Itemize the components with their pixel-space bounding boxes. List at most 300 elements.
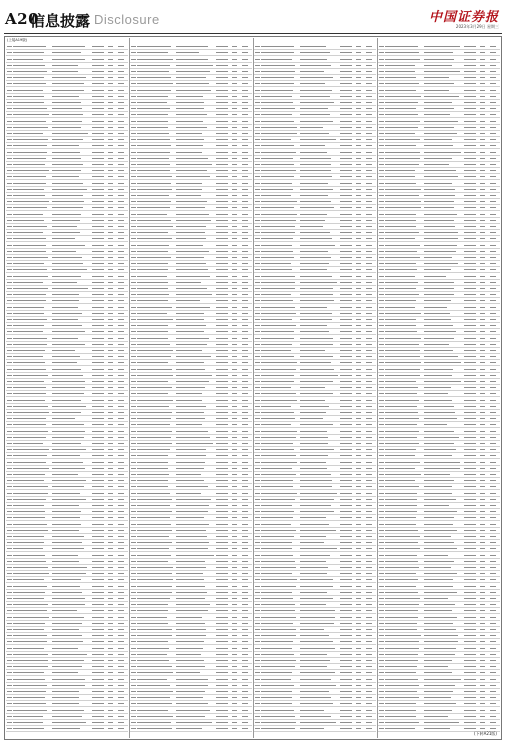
cell-text (176, 313, 204, 314)
cell-text (356, 685, 361, 686)
cell-text (490, 530, 496, 531)
cell-text (255, 449, 260, 450)
cell-text (255, 703, 260, 704)
cell-text (13, 96, 44, 97)
cell-text (490, 486, 496, 487)
cell-text (52, 356, 80, 357)
cell-text (137, 610, 168, 611)
cell-text (92, 685, 104, 686)
cell-text (216, 424, 228, 425)
cell-text (118, 648, 124, 649)
cell-text (52, 654, 87, 655)
cell-text (92, 610, 104, 611)
cell-text (490, 214, 496, 215)
cell-text (137, 183, 171, 184)
cell-text (424, 127, 454, 128)
cell-text (137, 96, 168, 97)
cell-text (232, 232, 237, 233)
cell-text (92, 672, 104, 673)
cell-text (232, 648, 237, 649)
cell-text (490, 728, 496, 729)
cell-text (464, 660, 476, 661)
cell-text (480, 691, 485, 692)
cell-text (92, 362, 104, 363)
cell-text (356, 462, 361, 463)
cell-text (176, 114, 207, 115)
cell-text (232, 251, 237, 252)
cell-text (356, 400, 361, 401)
cell-text (131, 697, 136, 698)
cell-text (379, 679, 384, 680)
cell-text (480, 393, 485, 394)
cell-text (385, 542, 418, 543)
cell-text (385, 375, 420, 376)
cell-text (464, 530, 476, 531)
cell-text (92, 561, 104, 562)
cell-text (137, 307, 172, 308)
cell-text (13, 238, 46, 239)
cell-text (255, 400, 260, 401)
cell-text (356, 232, 361, 233)
cell-text (137, 412, 172, 413)
cell-text (52, 83, 84, 84)
cell-text (379, 96, 384, 97)
cell-text (480, 338, 485, 339)
cell-text (366, 46, 372, 47)
cell-text (108, 145, 113, 146)
cell-text (255, 108, 260, 109)
cell-text (424, 716, 448, 717)
cell-text (340, 561, 352, 562)
cell-text (424, 573, 457, 574)
cell-text (261, 635, 296, 636)
cell-text (255, 52, 260, 53)
cell-text (52, 331, 85, 332)
cell-text (7, 418, 12, 419)
cell-text (131, 226, 136, 227)
cell-text (232, 127, 237, 128)
cell-text (52, 245, 85, 246)
cell-text (379, 542, 384, 543)
cell-text (255, 263, 260, 264)
cell-text (356, 710, 361, 711)
cell-text (300, 660, 330, 661)
cell-text (108, 288, 113, 289)
cell-text (7, 52, 12, 53)
cell-text (216, 617, 228, 618)
cell-text (242, 672, 248, 673)
cell-text (242, 133, 248, 134)
cell-text (216, 313, 228, 314)
cell-text (379, 493, 384, 494)
cell-text (216, 672, 228, 673)
cell-text (232, 114, 237, 115)
cell-text (480, 604, 485, 605)
cell-text (385, 468, 415, 469)
cell-text (216, 59, 228, 60)
cell-text (118, 195, 124, 196)
cell-text (52, 592, 82, 593)
cell-text (7, 96, 12, 97)
cell-text (464, 65, 476, 66)
cell-text (118, 133, 124, 134)
cell-text (255, 189, 260, 190)
cell-text (118, 307, 124, 308)
cell-text (385, 344, 419, 345)
cell-text (137, 325, 168, 326)
cell-text (118, 350, 124, 351)
cell-text (480, 462, 485, 463)
cell-text (131, 610, 136, 611)
cell-text (92, 152, 104, 153)
cell-text (131, 300, 136, 301)
cell-text (261, 685, 294, 686)
cell-text (137, 133, 169, 134)
cell-text (216, 548, 228, 549)
cell-text (92, 393, 104, 394)
cell-text (379, 648, 384, 649)
cell-text (13, 356, 43, 357)
cell-text (340, 114, 352, 115)
cell-text (480, 412, 485, 413)
cell-text (379, 592, 384, 593)
cell-text (385, 679, 418, 680)
cell-text (7, 679, 12, 680)
cell-text (366, 90, 372, 91)
cell-text (340, 511, 352, 512)
cell-text (216, 567, 228, 568)
cell-text (7, 400, 12, 401)
cell-text (366, 641, 372, 642)
cell-text (464, 462, 476, 463)
cell-text (261, 604, 295, 605)
cell-text (255, 77, 260, 78)
cell-text (261, 524, 291, 525)
cell-text (108, 331, 113, 332)
cell-text (385, 728, 415, 729)
cell-text (216, 114, 228, 115)
cell-text (137, 313, 167, 314)
cell-text (118, 52, 124, 53)
cell-text (480, 592, 485, 593)
cell-text (108, 592, 113, 593)
cell-text (108, 728, 113, 729)
cell-text (92, 139, 104, 140)
cell-text (176, 511, 208, 512)
cell-text (424, 263, 458, 264)
cell-text (92, 269, 104, 270)
cell-text (7, 530, 12, 531)
cell-text (13, 294, 46, 295)
cell-text (13, 691, 46, 692)
table-row (130, 726, 252, 732)
cell-text (366, 418, 372, 419)
cell-text (379, 121, 384, 122)
cell-text (7, 431, 12, 432)
cell-text (13, 158, 46, 159)
cell-text (424, 238, 458, 239)
cell-text (52, 474, 78, 475)
cell-text (232, 672, 237, 673)
cell-text (255, 480, 260, 481)
cell-text (52, 263, 83, 264)
cell-text (255, 158, 260, 159)
cell-text (216, 362, 228, 363)
cell-text (340, 567, 352, 568)
cell-text (490, 195, 496, 196)
cell-text (464, 617, 476, 618)
cell-text (366, 579, 372, 580)
cell-text (255, 635, 260, 636)
cell-text (118, 524, 124, 525)
cell-text (464, 586, 476, 587)
cell-text (379, 598, 384, 599)
cell-text (366, 189, 372, 190)
cell-text (232, 654, 237, 655)
cell-text (108, 251, 113, 252)
cell-text (424, 722, 459, 723)
cell-text (131, 195, 136, 196)
cell-text (52, 604, 85, 605)
cell-text (232, 77, 237, 78)
cell-text (424, 108, 454, 109)
cell-text (176, 561, 205, 562)
cell-text (356, 189, 361, 190)
cell-text (232, 313, 237, 314)
cell-text (424, 269, 451, 270)
cell-text (216, 164, 228, 165)
cell-text (216, 300, 228, 301)
cell-text (424, 356, 458, 357)
cell-text (480, 635, 485, 636)
cell-text (52, 710, 84, 711)
cell-text (108, 133, 113, 134)
cell-text (7, 158, 12, 159)
cell-text (424, 672, 452, 673)
cell-text (242, 71, 248, 72)
cell-text (480, 641, 485, 642)
cell-text (92, 505, 104, 506)
cell-text (52, 697, 79, 698)
cell-text (261, 387, 291, 388)
cell-text (480, 114, 485, 115)
cell-text (480, 288, 485, 289)
cell-text (255, 641, 260, 642)
cell-text (242, 561, 248, 562)
cell-text (480, 455, 485, 456)
cell-text (356, 344, 361, 345)
cell-text (300, 257, 331, 258)
cell-text (300, 307, 327, 308)
cell-text (366, 610, 372, 611)
cell-text (118, 710, 124, 711)
cell-text (131, 474, 136, 475)
cell-text (255, 325, 260, 326)
cell-text (137, 542, 172, 543)
cell-text (242, 220, 248, 221)
cell-text (13, 164, 45, 165)
cell-text (300, 158, 331, 159)
cell-text (385, 561, 418, 562)
cell-text (118, 356, 124, 357)
cell-text (92, 648, 104, 649)
cell-text (108, 499, 113, 500)
cell-text (242, 697, 248, 698)
cell-text (242, 703, 248, 704)
cell-text (242, 114, 248, 115)
cell-text (13, 214, 43, 215)
cell-text (131, 238, 136, 239)
column-divider (129, 38, 130, 738)
cell-text (490, 282, 496, 283)
cell-text (490, 536, 496, 537)
cell-text (261, 96, 292, 97)
cell-text (131, 375, 136, 376)
cell-text (216, 77, 228, 78)
cell-text (464, 313, 476, 314)
cell-text (13, 71, 47, 72)
cell-text (232, 96, 237, 97)
cell-text (92, 220, 104, 221)
cell-text (480, 400, 485, 401)
cell-text (7, 313, 12, 314)
cell-text (118, 561, 124, 562)
cell-text (255, 660, 260, 661)
cell-text (13, 623, 45, 624)
cell-text (13, 263, 44, 264)
cell-text (242, 493, 248, 494)
cell-text (480, 238, 485, 239)
cell-text (92, 654, 104, 655)
cell-text (385, 65, 415, 66)
cell-text (255, 294, 260, 295)
cell-text (261, 424, 291, 425)
cell-text (216, 468, 228, 469)
cell-text (7, 697, 12, 698)
cell-text (118, 294, 124, 295)
cell-text (490, 152, 496, 153)
cell-text (385, 685, 419, 686)
cell-text (137, 573, 172, 574)
cell-text (242, 499, 248, 500)
cell-text (242, 83, 248, 84)
cell-text (13, 641, 47, 642)
cell-text (131, 592, 136, 593)
cell-text (255, 437, 260, 438)
cell-text (232, 393, 237, 394)
cell-text (118, 288, 124, 289)
cell-text (385, 437, 417, 438)
cell-text (118, 418, 124, 419)
cell-text (490, 114, 496, 115)
cell-text (424, 462, 460, 463)
cell-text (261, 716, 295, 717)
cell-text (255, 232, 260, 233)
cell-text (356, 654, 361, 655)
cell-text (424, 542, 454, 543)
cell-text (176, 387, 205, 388)
cell-text (261, 443, 293, 444)
cell-text (356, 641, 361, 642)
cell-text (255, 387, 260, 388)
cell-text (232, 257, 237, 258)
cell-text (118, 573, 124, 574)
cell-text (340, 282, 352, 283)
cell-text (300, 567, 328, 568)
cell-text (176, 65, 213, 66)
cell-text (379, 641, 384, 642)
cell-text (261, 610, 295, 611)
cell-text (255, 282, 260, 283)
cell-text (300, 170, 331, 171)
cell-text (480, 418, 485, 419)
cell-text (366, 170, 372, 171)
cell-text (340, 400, 352, 401)
cell-text (216, 133, 228, 134)
cell-text (137, 685, 170, 686)
cell-text (356, 542, 361, 543)
cell-text (176, 648, 203, 649)
cell-text (480, 59, 485, 60)
cell-text (366, 350, 372, 351)
cell-text (52, 561, 79, 562)
cell-text (356, 474, 361, 475)
cell-text (131, 269, 136, 270)
cell-text (356, 127, 361, 128)
cell-text (52, 635, 82, 636)
cell-text (379, 579, 384, 580)
cell-text (340, 158, 352, 159)
cell-text (379, 369, 384, 370)
cell-text (480, 610, 485, 611)
cell-text (379, 406, 384, 407)
cell-text (118, 493, 124, 494)
cell-text (13, 617, 49, 618)
cell-text (7, 251, 12, 252)
cell-text (480, 474, 485, 475)
cell-text (464, 685, 476, 686)
cell-text (480, 517, 485, 518)
cell-text (137, 232, 168, 233)
cell-text (7, 517, 12, 518)
cell-text (366, 96, 372, 97)
cell-text (92, 517, 104, 518)
cell-text (255, 455, 260, 456)
cell-text (216, 338, 228, 339)
cell-text (385, 350, 420, 351)
page-header (0, 0, 506, 34)
cell-text (385, 691, 417, 692)
cell-text (255, 214, 260, 215)
cell-text (366, 499, 372, 500)
cell-text (464, 207, 476, 208)
cell-text (232, 604, 237, 605)
cell-text (232, 443, 237, 444)
cell-text (52, 716, 82, 717)
cell-text (232, 331, 237, 332)
cell-text (137, 288, 168, 289)
cell-text (118, 139, 124, 140)
cell-text (379, 46, 384, 47)
cell-text (232, 505, 237, 506)
cell-text (261, 263, 291, 264)
cell-text (52, 282, 77, 283)
cell-text (379, 604, 384, 605)
cell-text (340, 108, 352, 109)
cell-text (242, 201, 248, 202)
cell-text (108, 369, 113, 370)
cell-text (261, 679, 291, 680)
